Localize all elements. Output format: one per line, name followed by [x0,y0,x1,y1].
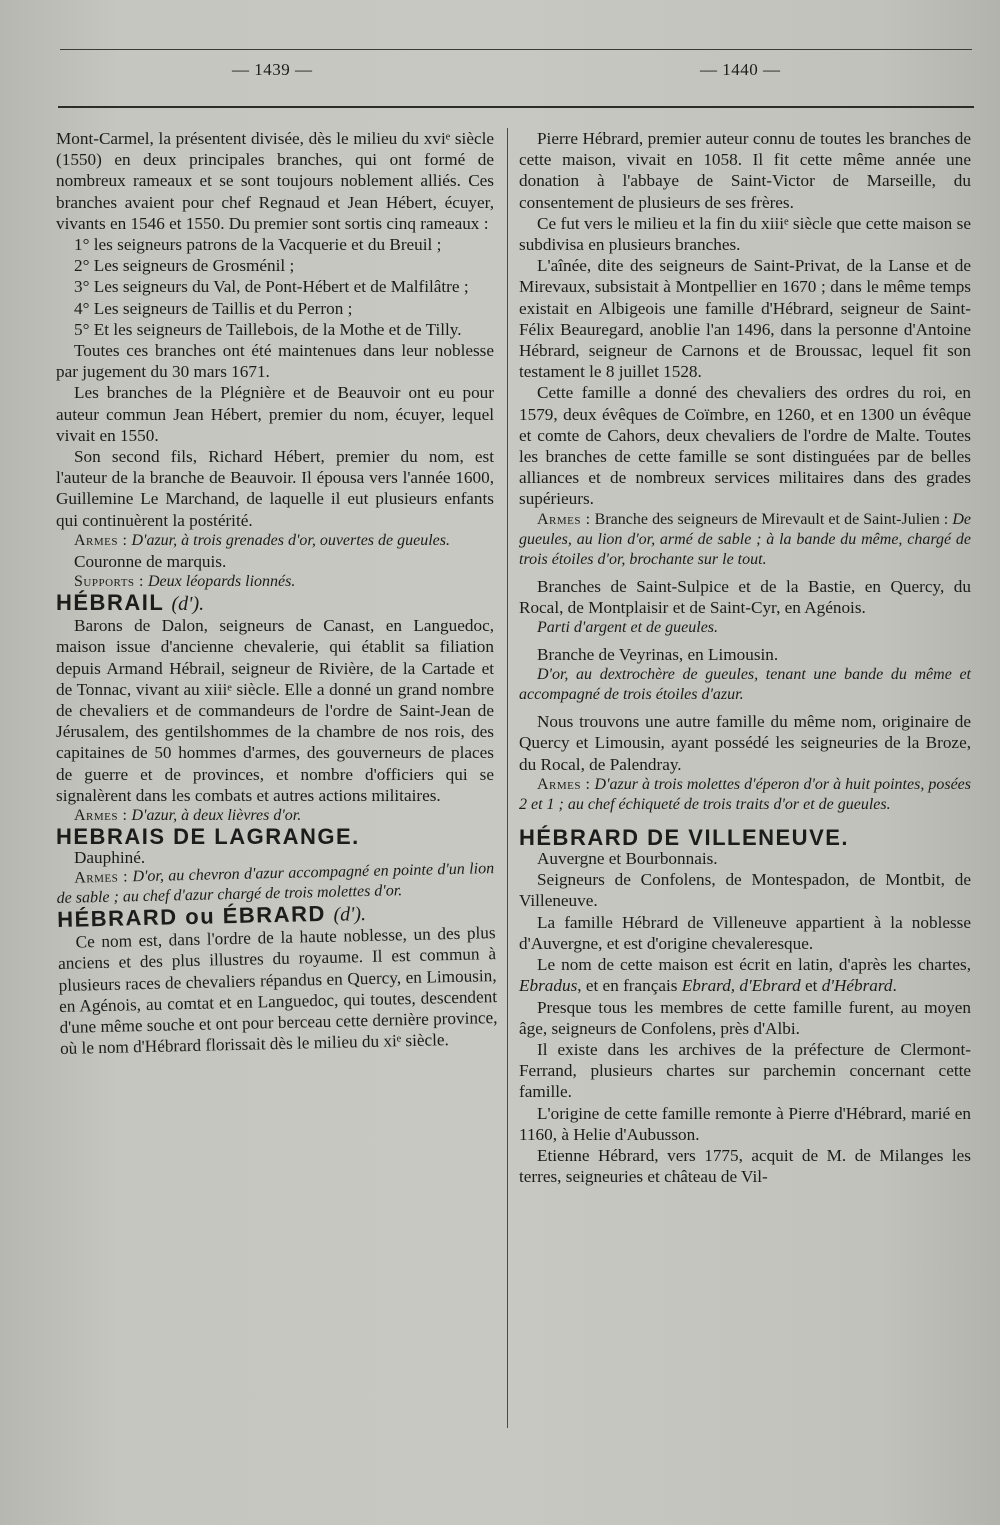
arms-line [56,531,494,551]
list-item: 4° Les seigneurs de Taillis et du Perron ; [74,298,353,318]
paragraph: Seigneurs de Confolens, de Montespadon, de Montbit, de Villeneuve. [519,870,971,911]
arms-line [56,806,494,826]
heading-particle: (d'). [333,902,367,926]
heading-text: HÉBRARD ou ÉBRARD [56,900,327,932]
paragraph: L'aînée, dite des seigneurs de Saint-Privat, de la Lanse et de Mirevaux, subsistait à Montpellier en 1670 ; dans le même temps existait en Albigeois une famille d'Hébrard, seigneur de Saint-Félix Beauregard, anoblie l'an 1496, dans la personne d'Antoine Hébrard, seigneur de Carnons et de Broussac, lequel fit son testament le 8 juillet 1528. [519,256,971,382]
heading-particle: (d'). [171,593,205,616]
arms-blazon: D'or, au dextrochère de gueules, tenant une bande du même et accompagné de trois étoiles d'azur. [519,666,971,704]
french-name: d'Hébrard [821,976,893,996]
entry-heading-hebrais: HEBRAIS DE LAGRANGE. [56,824,360,850]
paragraph: Cette famille a donné des chevaliers des ordres du roi, en 1579, deux évêques de Coïmbre, en 1260, et en 1300 un évêque et comte de Cahors, deux chevaliers de l'ordre de Malte. Toutes les branches de cette famille se sont distinguées par de belles alliances et de nombreux services militaires dans des grades supérieurs. [519,383,971,509]
paragraph: Mont-Carmel, la présentent divisée, dès le milieu du xviᵉ siècle (1550) en deux principales branches, qui ont formé de nombreux rameaux et se sont toujours noblement alliés. Ces branches avaient pour chef Regnaud et Jean Hébert, écuyer, vivants en 1546 et 1550. Du premier sont sortis cinq rameaux : [56,129,494,233]
arms-line [519,618,971,638]
list-item: 1° les seigneurs patrons de la Vacquerie et du Breuil ; [74,235,442,255]
paragraph: Il existe dans les archives de la préfecture de Clermont-Ferrand, plusieurs chartes sur parchemin concernant cette famille. [519,1039,971,1102]
arms-blazon: D'azur, à deux lièvres d'or. [131,807,302,825]
entry-heading-villeneuve: HÉBRARD DE VILLENEUVE. [519,824,850,850]
left-column [56,128,498,1059]
arms-blazon: D'azur à trois molettes d'éperon d'or à huit pointes, posées 2 et 1 ; au chef échiqueté de trois traits d'or et de gueules. [519,775,972,813]
arms-label: Armes : [74,867,129,887]
text-run: et [804,976,818,996]
paragraph: Dauphiné. [74,848,146,868]
text-run: , et en français [577,976,678,996]
paragraph [519,954,971,996]
latin-name: Ebradus [519,976,578,996]
supports-text: Deux léopards lionnés. [147,573,296,591]
text-run: . [892,976,897,996]
arms-label: Armes : [537,510,591,528]
list-item: 2° Les seigneurs de Grosménil ; [74,256,295,276]
paragraph: L'origine de cette famille remonte à Pierre d'Hébrard, marié en 1160, à Helie d'Aubusson. [519,1103,971,1144]
column-divider [507,128,508,1428]
heading-text: HÉBRAIL [56,590,164,616]
list-item: 5° Et les seigneurs de Taillebois, de la Mothe et de Tilly. [74,319,462,339]
arms-blazon: D'azur, à trois grenades d'or, ouvertes de gueules. [131,531,450,549]
paragraph: Presque tous les membres de cette famille furent, au moyen âge, seigneurs de Confolens, près d'Albi. [519,997,971,1038]
skewed-block [56,859,498,1059]
arms-line [519,510,971,570]
arms-blazon: De gueules, au lion d'or, armé de sable ; à la bande du même, chargé de trois étoiles d'or, brochante sur le tout. [519,510,972,568]
paragraph: Son second fils, Richard Hébert, premier du nom, est l'auteur de la branche de Beauvoir. Il épousa vers l'année 1600, Guillemine Le Marchand, de laquelle il eut plusieurs enfants qui continuèrent la postérité. [56,447,494,530]
arms-label: Armes : [537,775,591,793]
arms-blazon: Parti d'argent et de gueules. [537,619,719,637]
paragraph: Ce fut vers le milieu et la fin du xiiiᵉ siècle que cette maison se subdivisa en plusieurs branches. [519,213,971,255]
page-number-left: — 1439 — [232,60,313,79]
list-item: 3° Les seigneurs du Val, de Pont-Hébert et de Malfilâtre ; [74,277,469,297]
arms-line [519,775,971,815]
arms-label: Armes : [74,531,128,549]
arms-blazon: D'or, au chevron d'azur accompagné en pointe d'un lion de sable ; au chef d'azur chargé de trois molettes d'or. [56,859,495,907]
paragraph: Branches de Saint-Sulpice et de la Bastie, en Quercy, du Rocal, de Montplaisir et de Saint-Cyr, en Agénois. [519,576,971,617]
top-rule [60,49,972,50]
arms-line [519,665,971,705]
paragraph: Les branches de la Plégnière et de Beauvoir ont eu pour auteur commun Jean Hébert, premier du nom, écuyer, lequel vivait en 1550. [56,383,494,445]
right-column [519,128,971,1187]
page-number-right: — 1440 — [700,60,781,79]
paragraph: Toutes ces branches ont été maintenues dans leur noblesse par jugement du 30 mars 1671. [56,341,494,382]
arms-label: Armes : [74,807,128,825]
text-run: Le nom de cette maison est écrit en latin, d'après les chartes, [537,955,971,975]
paragraph: Ce nom est, dans l'ordre de la haute noblesse, un des plus anciens et des plus illustres du royaume. Il est commun à plusieurs races de chevaliers répandus en Quercy, en Limousin, en Agénois, au comtat et en Languedoc, qui toutes, descendent d'une même souche et ont pour berceau cette dernière province, où le nom d'Hébrard florissait dès le milieu du xiᵉ siècle. [57,922,498,1058]
french-name: Ebrard, d'Ebrard [681,976,801,996]
supports-label: Supports : [74,573,144,591]
paragraph: Barons de Dalon, seigneurs de Canast, en Languedoc, maison issue d'ancienne chevalerie, qui établit sa filiation depuis Armand Hébrail, seigneur de Rivière, de la Cartade et de Tonnac, vivant au xiiiᵉ siècle. Elle a donné un grand nombre de chevaliers et de commandeurs de l'ordre de Saint-Jean de Jérusalem, des gentilshommes de la chambre de nos rois, des capitaines de 50 hommes d'armes, des gouverneurs de places de guerre et de provinces, et nombre d'officiers qui se signalèrent dans les combats et autres actions militaires. [56,616,494,805]
paragraph: Auvergne et Bourbonnais. [537,849,718,869]
entry-heading-hebrail [56,592,494,615]
paragraph: Branche de Veyrinas, en Limousin. [537,645,779,665]
supports-line [56,572,494,592]
paragraph: La famille Hébrard de Villeneuve appartient à la noblesse d'Auvergne, et est d'origine chevaleresque. [519,912,971,953]
header-rule [58,106,974,108]
paragraph: Etienne Hébrard, vers 1775, acquit de M. de Milanges les terres, seigneuries et château de Vil- [519,1145,971,1187]
arms-branch: Branche des seigneurs de Mirevault et de Saint-Julien : [594,510,949,528]
paragraph: Nous trouvons une autre famille du même nom, originaire de Quercy et Limousin, ayant possédé les seigneuries de la Broze, du Rocal, de Palendray. [519,712,971,774]
paragraph: Couronne de marquis. [74,551,227,571]
paragraph: Pierre Hébrard, premier auteur connu de toutes les branches de cette maison, vivait en 1058. Il fit cette même année une donation à l'abbaye de Saint-Victor de Marseille, du consentement de plusieurs de ses frères. [519,129,971,212]
